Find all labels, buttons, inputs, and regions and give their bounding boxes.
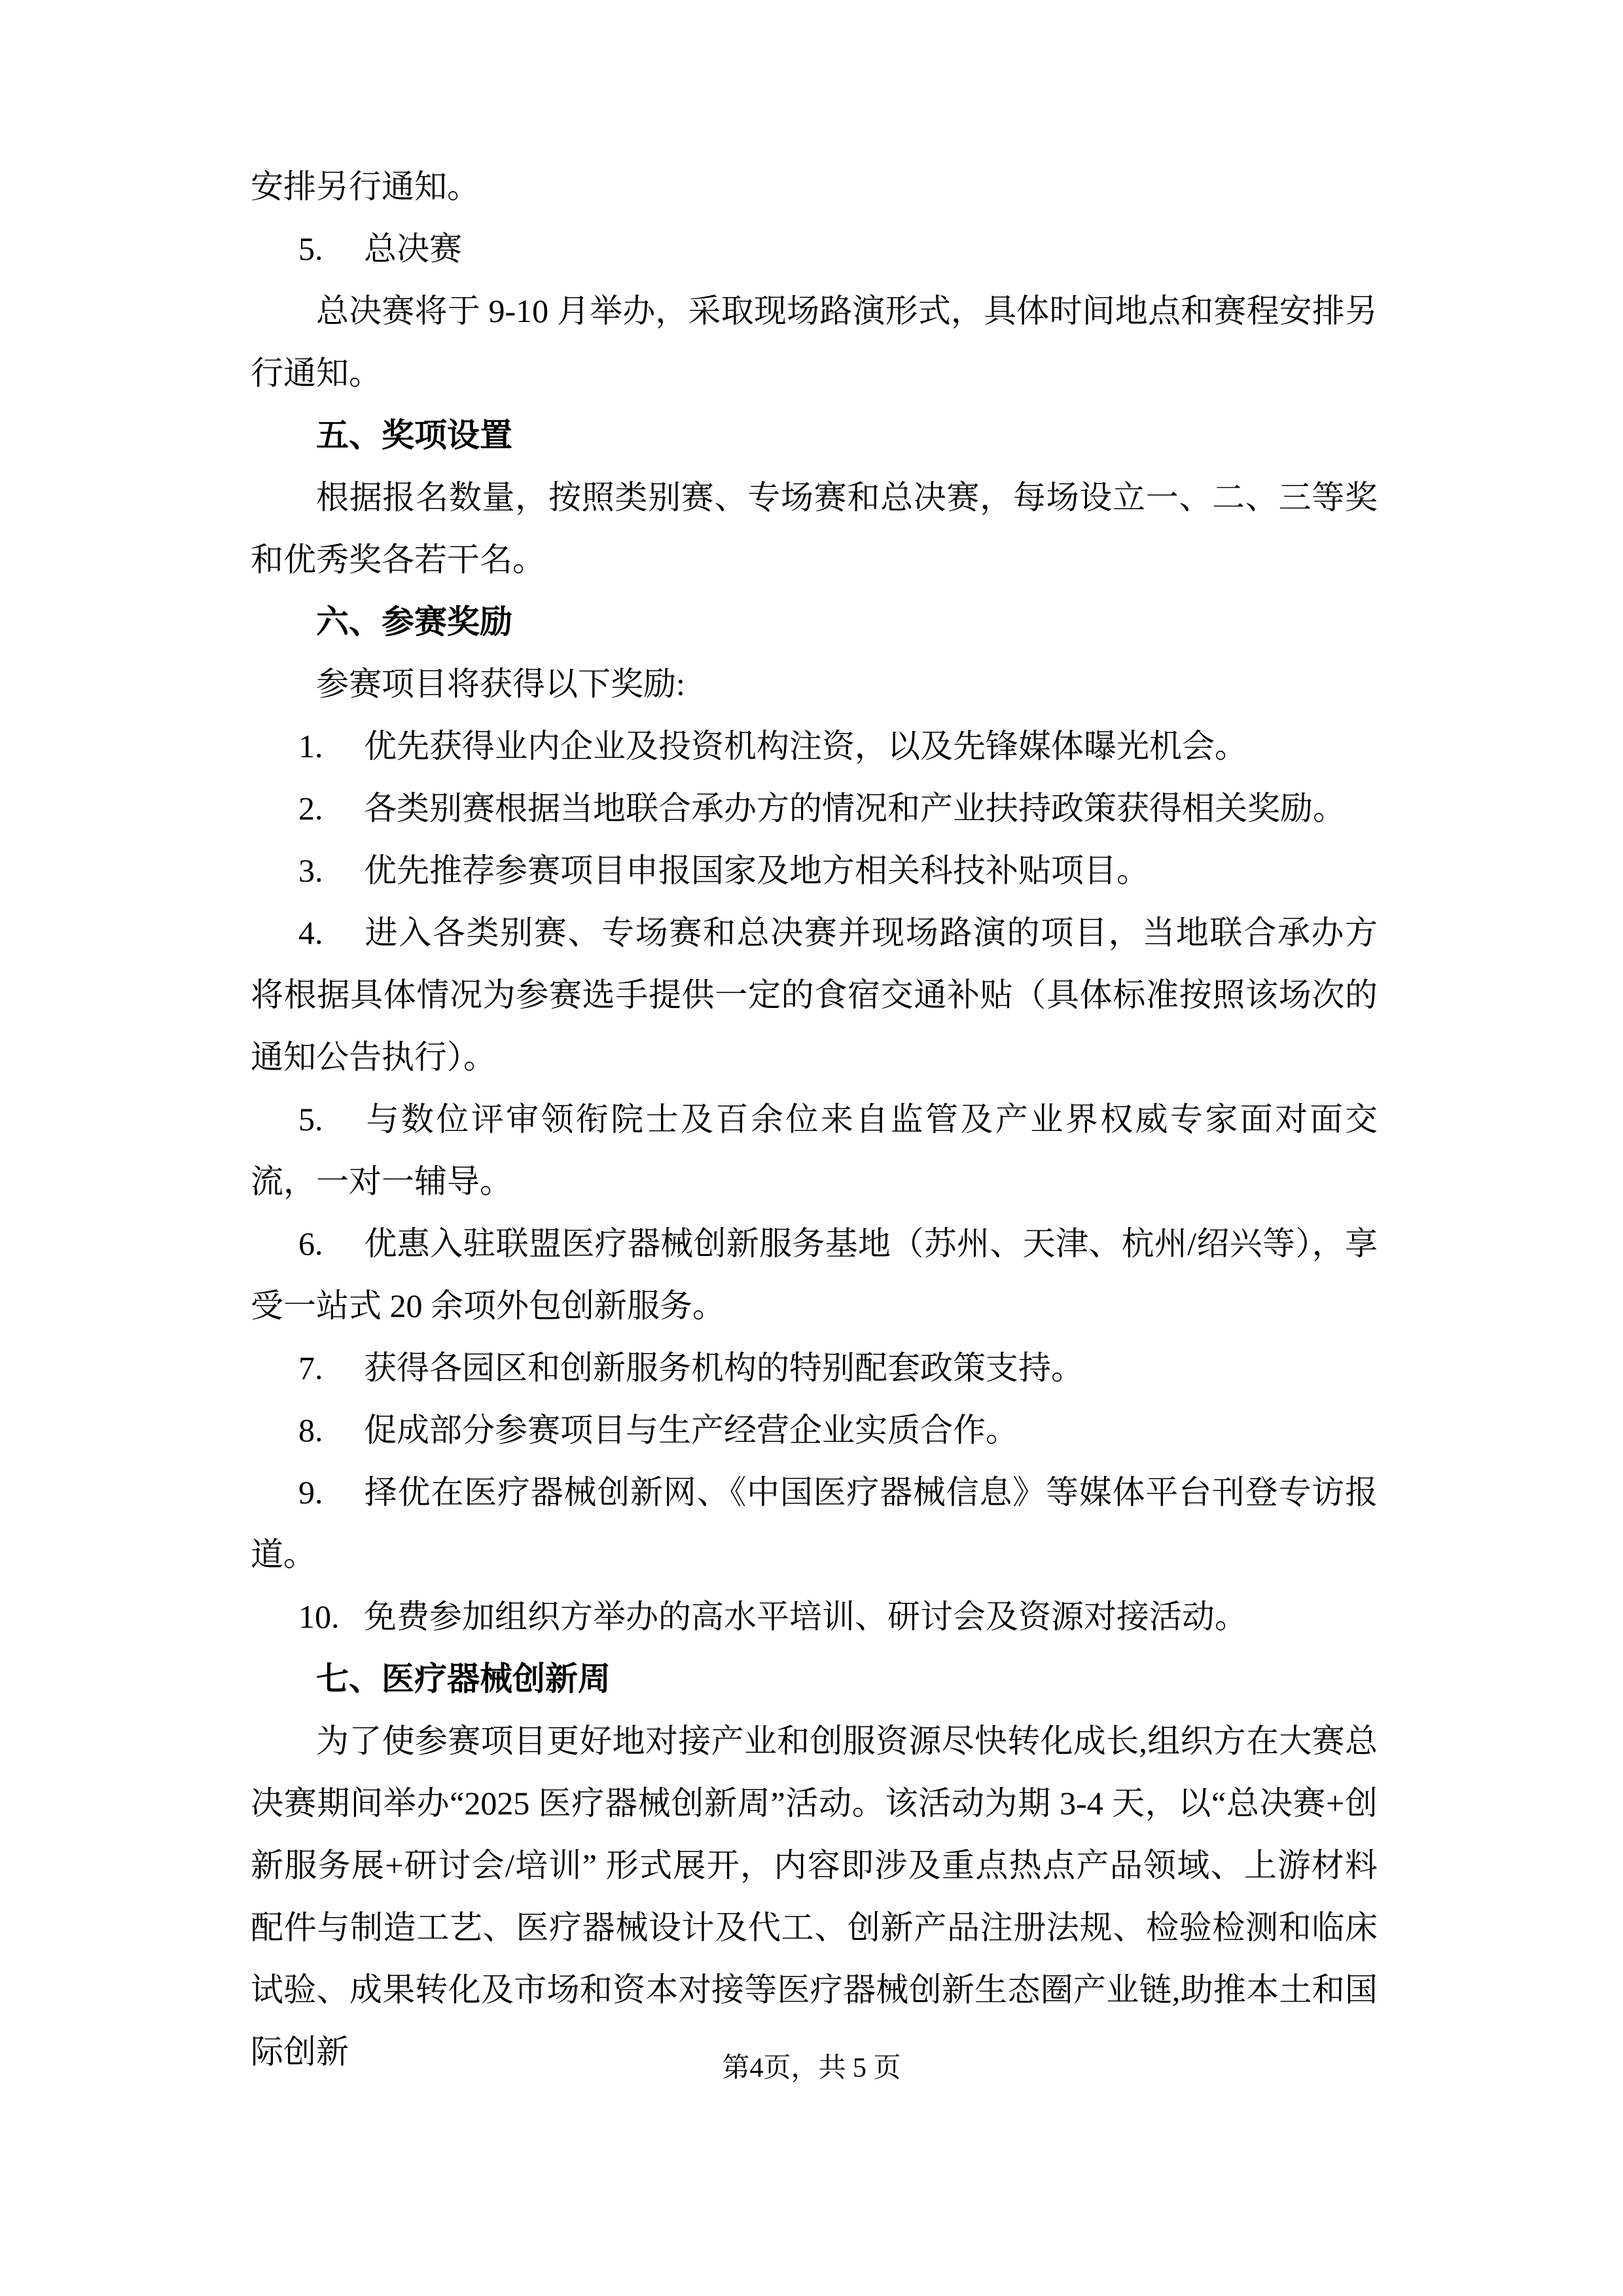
list-item-text: 优先获得业内企业及投资机构注资，以及先锋媒体曝光机会。 bbox=[364, 728, 1247, 764]
list-item bbox=[251, 1399, 1378, 1462]
list-item bbox=[251, 218, 1378, 280]
list-item-text: 优先推荐参赛项目申报国家及地方相关科技补贴项目。 bbox=[364, 852, 1149, 889]
list-item-text: 免费参加组织方举办的高水平培训、研讨会及资源对接活动。 bbox=[364, 1598, 1247, 1635]
list-item-text: 进入各类别赛、专场赛和总决赛并现场路演的项目，当地联合承办方将根据具体情况为参赛选手提供一定的食宿交通补贴（具体标准按照该场次的通知公告执行）。 bbox=[251, 914, 1378, 1075]
list-item-number: 2. bbox=[298, 790, 323, 827]
list-item-number: 9. bbox=[298, 1474, 323, 1511]
list-item-number: 1. bbox=[298, 728, 323, 764]
list-item-number: 5. bbox=[298, 230, 323, 267]
list-item bbox=[251, 1088, 1378, 1213]
list-item-text: 各类别赛根据当地联合承办方的情况和产业扶持政策获得相关奖励。 bbox=[364, 790, 1346, 827]
list-item-number: 5. bbox=[298, 1101, 323, 1138]
list-item bbox=[251, 1462, 1378, 1586]
list-item-number: 4. bbox=[298, 914, 323, 951]
list-item-text: 择优在医疗器械创新网、《中国医疗器械信息》等媒体平台刊登专访报道。 bbox=[251, 1474, 1378, 1573]
list-item-number: 7. bbox=[298, 1350, 323, 1386]
list-item-number: 10. bbox=[298, 1598, 340, 1635]
list-item bbox=[251, 1586, 1378, 1648]
paragraph: 安排另行通知。 bbox=[251, 168, 480, 205]
list-item-text: 获得各园区和创新服务机构的特别配套政策支持。 bbox=[364, 1350, 1084, 1386]
section-heading: 五、奖项设置 bbox=[316, 417, 512, 454]
list-item bbox=[251, 715, 1378, 778]
list-item bbox=[251, 1213, 1378, 1337]
list-item-text: 促成部分参赛项目与生产经营企业实质合作。 bbox=[364, 1412, 1018, 1448]
list-item-text: 与数位评审领衔院士及百余位来自监管及产业界权威专家面对面交流，一对一辅导。 bbox=[251, 1101, 1378, 1200]
section-heading: 七、医疗器械创新周 bbox=[316, 1660, 611, 1697]
list-item-number: 8. bbox=[298, 1412, 323, 1448]
document-body bbox=[251, 156, 1378, 2083]
list-item-text: 优惠入驻联盟医疗器械创新服务基地（苏州、天津、杭州/绍兴等），享受一站式 20 余项外包创新服务。 bbox=[251, 1225, 1378, 1324]
list-item bbox=[251, 1337, 1378, 1399]
paragraph: 总决赛将于 9-10 月举办，采取现场路演形式，具体时间地点和赛程安排另行通知。 bbox=[251, 293, 1378, 391]
list-item-number: 6. bbox=[298, 1225, 323, 1262]
paragraph: 根据报名数量，按照类别赛、专场赛和总决赛，每场设立一、二、三等奖和优秀奖各若干名。 bbox=[251, 479, 1378, 578]
list-item-number: 3. bbox=[298, 852, 323, 889]
section-heading: 六、参赛奖励 bbox=[316, 603, 512, 640]
list-item bbox=[251, 840, 1378, 902]
list-item bbox=[251, 778, 1378, 840]
paragraph: 参赛项目将获得以下奖励: bbox=[316, 666, 685, 702]
page-number: 第4页，共 5 页 bbox=[722, 2053, 901, 2083]
list-item-text: 总决赛 bbox=[364, 230, 462, 267]
list-item bbox=[251, 902, 1378, 1088]
paragraph: 为了使参赛项目更好地对接产业和创服资源尽快转化成长,组织方在大赛总决赛期间举办“2025 医疗器械创新周”活动。该活动为期 3-4 天，以“总决赛+创新服务展+研讨会/培训” 形式展开，内容即涉及重点热点产品领域、上游材料配件与制造工艺、医疗器械设计及代工、创新产品注册法规、检验检测和临床试验、成果转化及市场和资本对接等医疗器械创新生态圈产业链,助推本土和国际创新 bbox=[251, 1723, 1378, 2070]
